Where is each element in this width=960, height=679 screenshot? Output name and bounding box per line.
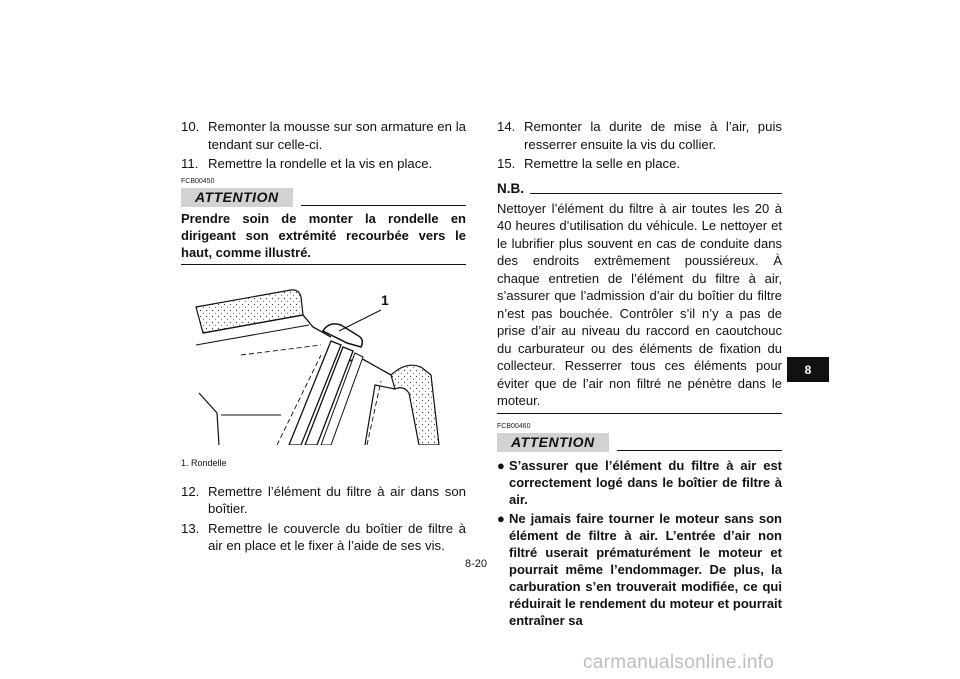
step-15: 15. Remettre la selle en place. [497,156,681,171]
step-10: 10. Remonter la mousse sur son armature en la tendant sur celle-ci. [181,119,466,152]
attention-rule [301,205,466,206]
note-end-rule [497,413,782,414]
attention-label: ATTENTION [497,433,609,452]
attention-label: ATTENTION [181,188,293,207]
figure-caption: 1. Rondelle [181,457,227,468]
bullet-icon: ● [497,457,505,473]
attention-bullet-2: ● Ne jamais faire tourner le moteur sans son élément de filtre à air. L’entrée d’air non filtré userait prématurément le moteur et pourrait même l’endommager. De plus, la carburation s’en trouverait modifiée, ce qui réduirait le rendement du moteur et pourrait entraîner sa [497,510,782,628]
note-text: Nettoyer l’élément du filtre à air toutes les 20 à 40 heures d’utilisation du véhicule. Le nettoyer et le lubrifier plus souvent en cas de conduite dans des endroits extrêmement poussiéreux. À chaque entretien de l’élément du filtre à air, s’assurer que l’admission d’air du boîtier du filtre n’est pas bouchée. Contrôler s’il n’y a pas de prise d’air au niveau du raccord en caoutchouc du carburateur ou des éléments de fixation du collecteur. Resserrer tous ces éléments pour éviter que de l’air non filtré ne pénètre dans le moteur. [497,200,782,408]
note-rule [530,193,782,194]
bullet-icon: ● [497,510,505,526]
attention-end-rule [181,264,466,265]
washer-illustration [181,285,466,445]
attention-bullet-1: ● S’assurer que l’élément du filtre à air est correctement logé dans le boîtier de filtre à air. [497,457,782,507]
left-column [181,118,466,557]
chapter-tab: 8 [787,357,829,382]
attention-text: Prendre soin de monter la rondelle en dirigeant son extrémité recourbée vers le haut, comme illustré. [181,210,466,260]
reference-code: FCB00450 [181,177,215,185]
step-11: 11. Remettre la rondelle et la vis en place. [181,156,433,171]
attention-rule [617,450,782,451]
note-label: N.B. [497,180,524,196]
figure-callout-1: 1 [381,291,389,308]
attention-header [497,432,782,452]
reference-code: FCB00460 [497,422,531,430]
right-column [497,118,782,629]
note-header [497,181,782,197]
watermark: carmanualsonline.info [583,652,775,673]
step-13: 13. Remettre le couvercle du boîtier de filtre à air en place et le fixer à l’aide de ses vis. [181,520,466,553]
step-12: 12. Remettre l’élément du filtre à air dans son boîtier. [181,483,466,516]
attention-header [181,187,466,207]
step-14: 14. Remonter la durite de mise à l’air, puis resserrer ensuite la vis du collier. [497,119,782,152]
page-number: 8-20 [465,558,488,570]
